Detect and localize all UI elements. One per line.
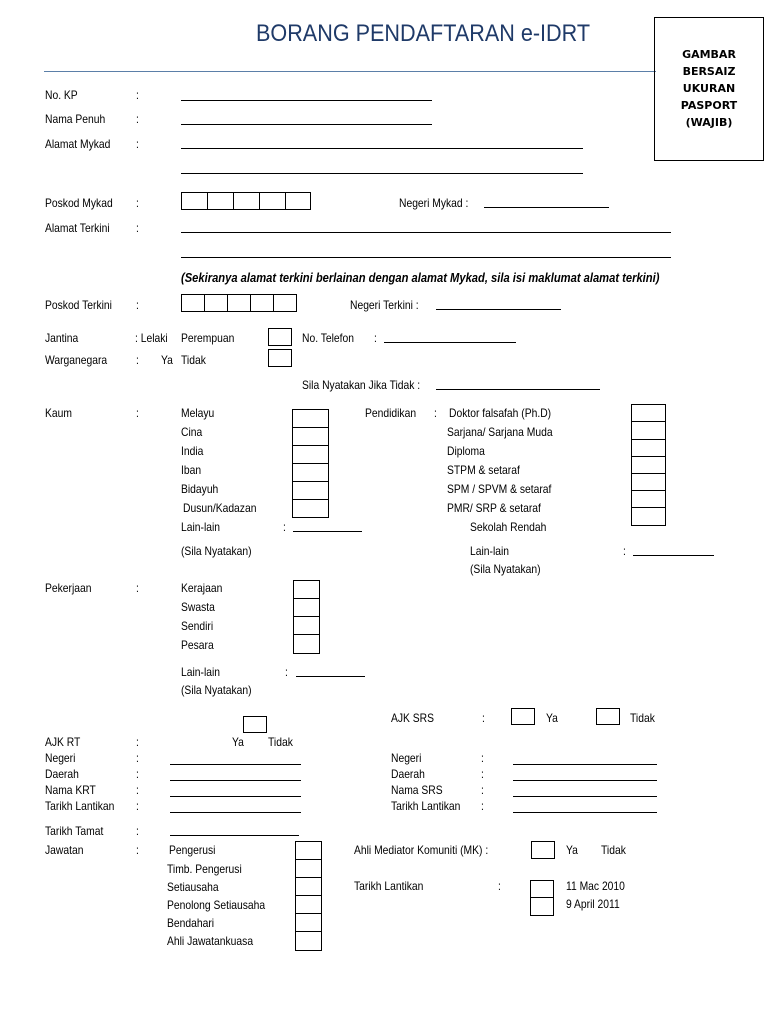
pekerjaan-checkbox[interactable] [293,599,320,617]
pekerjaan-label: Pekerjaan [45,581,92,595]
colon: : [136,799,139,813]
warganegara-checkbox[interactable] [268,349,292,367]
jantina-checkbox[interactable] [268,328,292,346]
colon: : [481,783,484,797]
mediator-date-option: 11 Mac 2010 [566,879,625,893]
colon: : [136,751,139,765]
pendidikan-option: Doktor falsafah (Ph.D) [449,406,552,420]
jawatan-checkbox[interactable] [295,841,322,860]
pendidikan-option: STPM & setaraf [447,463,520,477]
jawatan-option: Bendahari [167,916,215,930]
kaum-option: Cina [181,425,203,439]
colon: : [374,331,377,345]
ajk-srs-negeri-field[interactable] [513,764,657,765]
ajk-srs-label: AJK SRS [391,711,435,725]
pendidikan-option: Diploma [447,444,485,458]
pekerjaan-checkbox[interactable] [293,635,320,654]
pendidikan-lain-lain-label: Lain-lain [470,544,510,558]
jawatan-checkbox[interactable] [295,896,322,914]
pendidikan-lain-lain-field[interactable] [633,555,714,556]
no-kp-label: No. KP [45,88,78,102]
mediator-tarikh-lantikan-label: Tarikh Lantikan [354,879,424,893]
ajk-rt-ya: Ya [232,735,244,749]
pendidikan-sila-nyatakan: (Sila Nyatakan) [470,562,541,576]
ajk-rt-nama-krt-label: Nama KRT [45,783,96,797]
colon: : [498,879,501,893]
colon: : [481,751,484,765]
ajk-rt-tidak: Tidak [268,735,293,749]
ajk-rt-tarikh-lantikan-field[interactable] [170,812,301,813]
ajk-rt-daerah-field[interactable] [170,780,301,781]
photo-box-line: PASPORT [680,99,738,112]
colon: : [136,406,139,420]
pendidikan-checkbox[interactable] [631,404,666,422]
jantina-label: Jantina [45,331,79,345]
pekerjaan-option: Sendiri [181,619,214,633]
lelaki-option: : Lelaki [135,331,168,345]
warganegara-lain-field[interactable] [436,389,600,390]
pekerjaan-sila-nyatakan: (Sila Nyatakan) [181,683,252,697]
kaum-option: Dusun/Kadazan [183,501,257,515]
colon: : [434,406,437,420]
ajk-rt-daerah-label: Daerah [45,767,79,781]
photo-box-line: GAMBAR [682,48,736,61]
jawatan-checkbox[interactable] [295,878,322,896]
mediator-tidak: Tidak [601,843,626,857]
warganegara-label: Warganegara [45,353,108,367]
photo-box-line: BERSAIZ [682,65,736,78]
kaum-sila-nyatakan: (Sila Nyatakan) [181,544,252,558]
jawatan-checkbox-column[interactable] [295,841,322,951]
pendidikan-checkbox[interactable] [631,440,666,457]
ajk-srs-daerah-field[interactable] [513,780,657,781]
ajk-rt-checkbox[interactable] [243,716,267,733]
jawatan-label: Jawatan [45,843,84,857]
pekerjaan-option: Pesara [181,638,214,652]
ajk-srs-ya: Ya [546,711,558,725]
mediator-date-checkbox-column[interactable] [530,880,554,916]
kaum-checkbox[interactable] [292,500,329,518]
pendidikan-checkbox[interactable] [631,422,666,440]
no-telefon-field[interactable] [384,342,516,343]
jawatan-checkbox[interactable] [295,860,322,878]
pekerjaan-lain-lain-label: Lain-lain [181,665,221,679]
pendidikan-label: Pendidikan [365,406,417,420]
colon: : [283,520,286,534]
kaum-option: Bidayuh [181,482,219,496]
pendidikan-checkbox[interactable] [631,491,666,508]
negeri-mykad-field[interactable] [484,207,609,208]
kaum-checkbox-column[interactable] [292,409,329,518]
mediator-ya-checkbox[interactable] [531,841,555,859]
kaum-option: Melayu [181,406,215,420]
alamat-terkini-label: Alamat Terkini [45,221,110,235]
tidak-option: Tidak [181,353,206,367]
jawatan-option: Ahli Jawatankuasa [167,934,254,948]
kaum-option: Iban [181,463,202,477]
pendidikan-option: Sekolah Rendah [470,520,547,534]
colon: : [136,353,139,367]
nama-penuh-label: Nama Penuh [45,112,106,126]
passport-photo-box[interactable] [654,17,764,161]
kaum-checkbox[interactable] [292,409,329,428]
pendidikan-option: PMR/ SRP & setaraf [447,501,541,515]
alamat-mykad-field-2[interactable] [181,173,583,174]
ajk-rt-negeri-label: Negeri [45,751,76,765]
pekerjaan-checkbox[interactable] [293,580,320,599]
colon: : [136,88,139,102]
colon: : [136,581,139,595]
colon: : [136,137,139,151]
ya-option: Ya [161,353,173,367]
ajk-rt-label: AJK RT [45,735,81,749]
colon: : [136,298,139,312]
colon: : [136,824,139,838]
ajk-srs-ya-checkbox[interactable] [511,708,535,725]
ajk-rt-nama-krt-field[interactable] [170,796,301,797]
kaum-checkbox[interactable] [292,464,329,482]
mediator-date-option: 9 April 2011 [566,897,620,911]
ajk-srs-nama-srs-label: Nama SRS [391,783,443,797]
kaum-option: India [181,444,204,458]
colon: : [481,799,484,813]
colon: : [136,783,139,797]
ajk-srs-nama-srs-field[interactable] [513,796,657,797]
title-rule [44,71,656,72]
pekerjaan-checkbox[interactable] [293,617,320,635]
pekerjaan-option: Kerajaan [181,581,223,595]
ajk-srs-tidak: Tidak [630,711,655,725]
colon: : [623,544,626,558]
pendidikan-option: Sarjana/ Sarjana Muda [447,425,553,439]
ajk-srs-daerah-label: Daerah [391,767,425,781]
pekerjaan-option: Swasta [181,600,215,614]
colon: : [136,221,139,235]
colon: : [136,767,139,781]
kaum-checkbox[interactable] [292,446,329,464]
pendidikan-checkbox[interactable] [631,457,666,474]
ajk-rt-tarikh-lantikan-label: Tarikh Lantikan [45,799,115,813]
pendidikan-option: SPM / SPVM & setaraf [447,482,552,496]
poskod-mykad-label: Poskod Mykad [45,196,113,210]
ajk-srs-tarikh-lantikan-field[interactable] [513,812,657,813]
jawatan-option: Pengerusi [169,843,216,857]
colon: : [136,843,139,857]
kaum-checkbox[interactable] [292,482,329,500]
ajk-srs-negeri-label: Negeri [391,751,422,765]
nama-penuh-field[interactable] [181,124,432,125]
alamat-terkini-field-2[interactable] [181,257,671,258]
colon: : [285,665,288,679]
pendidikan-checkbox-column[interactable] [631,404,666,526]
colon: : [136,112,139,126]
negeri-terkini-label: Negeri Terkini : [350,298,419,312]
sila-nyatakan-jika-tidak-label: Sila Nyatakan Jika Tidak : [302,378,421,392]
colon: : [481,767,484,781]
negeri-terkini-field[interactable] [436,309,561,310]
mediator-date-checkbox[interactable] [530,898,554,916]
ajk-srs-tarikh-lantikan-label: Tarikh Lantikan [391,799,461,813]
jawatan-option: Setiausaha [167,880,219,894]
jawatan-checkbox[interactable] [295,932,322,951]
mediator-ya: Ya [566,843,578,857]
alamat-mykad-label: Alamat Mykad [45,137,111,151]
photo-box-line: UKURAN [682,82,736,95]
no-kp-field[interactable] [181,100,432,101]
pekerjaan-lain-lain-field[interactable] [296,676,365,677]
colon: : [136,196,139,210]
kaum-lain-lain-label: Lain-lain [181,520,221,534]
pendidikan-checkbox[interactable] [631,474,666,491]
kaum-lain-lain-field[interactable] [293,531,362,532]
photo-box-line: (WAJIB) [685,116,733,129]
mediator-date-checkbox[interactable] [530,880,554,898]
pendidikan-checkbox[interactable] [631,508,666,526]
poskod-terkini-label: Poskod Terkini [45,298,112,312]
tarikh-tamat-field[interactable] [170,835,299,836]
mediator-label: Ahli Mediator Komuniti (MK) : [354,843,489,857]
jawatan-option: Penolong Setiausaha [167,898,266,912]
no-telefon-label: No. Telefon [302,331,355,345]
kaum-label: Kaum [45,406,72,420]
colon: : [136,735,139,749]
kaum-checkbox[interactable] [292,428,329,446]
jawatan-option: Timb. Pengerusi [167,862,242,876]
tarikh-tamat-label: Tarikh Tamat [45,824,104,838]
negeri-mykad-label: Negeri Mykad : [399,196,469,210]
address-note: (Sekiranya alamat terkini berlainan dengan alamat Mykad, sila isi maklumat alamat terkini) [181,270,660,285]
jawatan-checkbox[interactable] [295,914,322,932]
poskod-terkini-cells[interactable] [181,294,297,312]
pekerjaan-checkbox-column[interactable] [293,580,320,654]
ajk-srs-tidak-checkbox[interactable] [596,708,620,725]
poskod-mykad-cells[interactable] [181,192,311,210]
colon: : [482,711,485,725]
alamat-mykad-field-1[interactable] [181,148,583,149]
form-title: BORANG PENDAFTARAN e-IDRT [256,20,591,47]
alamat-terkini-field-1[interactable] [181,232,671,233]
perempuan-option: Perempuan [181,331,235,345]
ajk-rt-negeri-field[interactable] [170,764,301,765]
